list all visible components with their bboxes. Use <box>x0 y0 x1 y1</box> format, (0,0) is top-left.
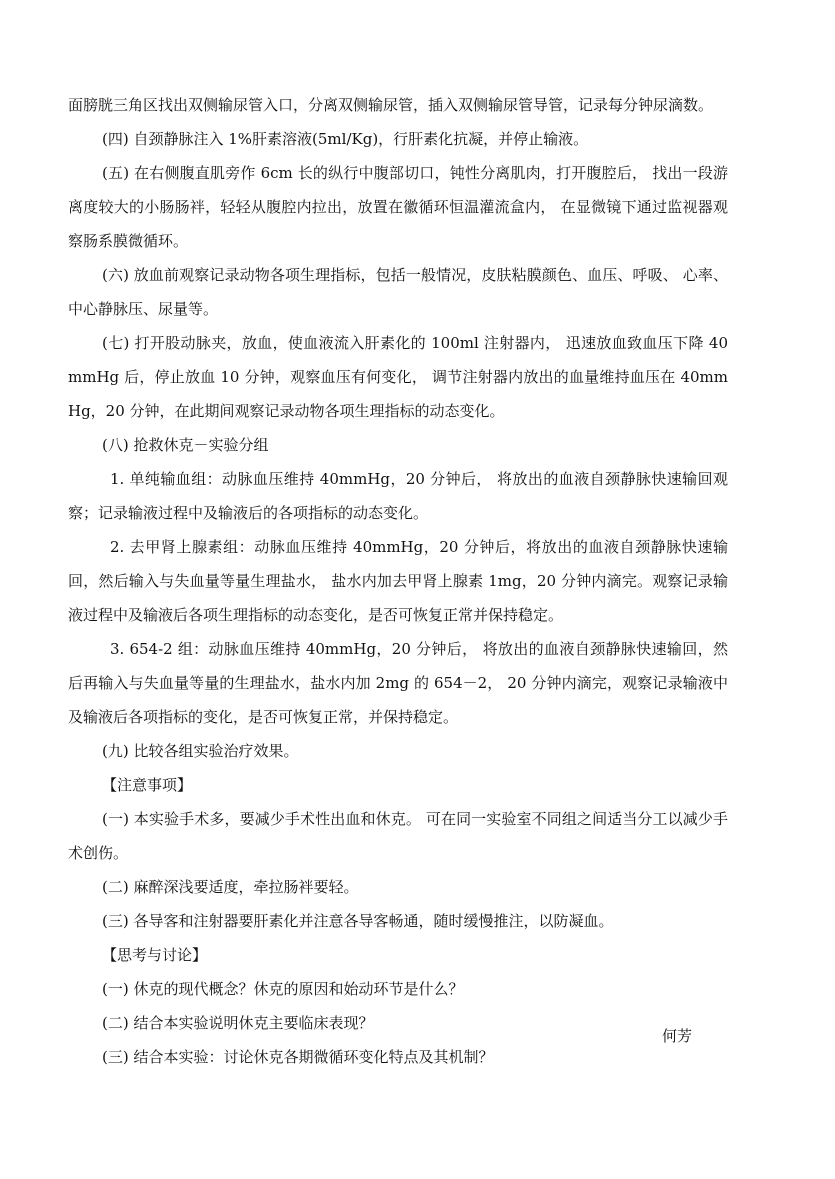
document-body <box>68 88 728 1074</box>
section-heading-notes: 【注意事项】 <box>102 776 193 794</box>
paragraph-group-3: 3. 654-2 组：动脉血压维持 40mmHg，20 分钟后， 将放出的血液自颈静脉快速输回，然后再输入与失血量等量的生理盐水，盐水内加 2mg 的 654－2， 20 分钟内滴完，观察记录输液中及输液后各项指标的变化，是否可恢复正常，并保持稳定。 <box>68 640 728 726</box>
paragraph-note-3: (三) 各导客和注射器要肝素化并注意各导客畅通，随时缓慢推注，以防凝血。 <box>102 912 614 930</box>
paragraph-step-9: (九) 比较各组实验治疗效果。 <box>102 742 299 760</box>
paragraph-step-4: (四) 自颈静脉注入 1%肝素溶液(5ml/Kg)，行肝素化抗凝，并停止输液。 <box>102 130 589 148</box>
paragraph-group-2: 2. 去甲肾上腺素组：动脉血压维持 40mmHg，20 分钟后，将放出的血液自颈静脉快速输回，然后输入与失血量等量生理盐水， 盐水内加去甲肾上腺素 1mg，20 分钟内滴完。观察记录输液过程中及输液后各项生理指标的动态变化，是否可恢复正常并保持稳定。 <box>68 538 728 624</box>
paragraph-step-7: (七) 打开股动脉夹，放血，使血液流入肝素化的 100ml 注射器内， 迅速放血致血压下降 40mmHg 后，停止放血 10 分钟，观察血压有何变化， 调节注射器内放出的血量维持血压在 40mmHg，20 分钟，在此期间观察记录动物各项生理指标的动态变化。 <box>68 334 728 420</box>
author-signature: 何芳 <box>661 1027 692 1045</box>
paragraph-group-1: 1. 单纯输血组：动脉血压维持 40mmHg，20 分钟后， 将放出的血液自颈静脉快速输回观察；记录输液过程中及输液后的各项指标的动态变化。 <box>68 470 728 522</box>
paragraph-question-3: (三) 结合本实验：讨论休克各期微循环变化特点及其机制？ <box>102 1048 494 1066</box>
paragraph-step-5: (五) 在右侧腹直肌旁作 6cm 长的纵行中腹部切口，钝性分离肌肉，打开腹腔后， 找出一段游离度较大的小肠肠袢，轻轻从腹腔内拉出，放置在徽循环恒温灌流盒内， 在显微镜下通过监视器观察肠系膜微循环。 <box>68 164 728 250</box>
paragraph-note-2: (二) 麻醉深浅要适度，牵拉肠袢要轻。 <box>102 878 359 896</box>
paragraph-note-1: (一) 本实验手术多，要减少手术性出血和休克。 可在同一实验室不同组之间适当分工以减少手术创伤。 <box>68 810 728 862</box>
section-heading-discussion: 【思考与讨论】 <box>102 946 208 964</box>
paragraph-continuation: 面膀胱三角区找出双侧输尿管入口，分离双侧输尿管，插入双侧输尿管导管，记录每分钟尿滴数。 <box>68 96 714 114</box>
paragraph-step-6: (六) 放血前观察记录动物各项生理指标，包括一般情况，皮肤粘膜颜色、血压、呼吸、 心率、中心静脉压、尿量等。 <box>68 266 728 318</box>
paragraph-question-2: (二) 结合本实验说明休克主要临床表现？ <box>102 1014 374 1032</box>
paragraph-step-8: (八) 抢救休克－实验分组 <box>102 436 269 454</box>
paragraph-question-1: (一) 休克的现代概念？休克的原因和始动环节是什么？ <box>102 980 464 998</box>
